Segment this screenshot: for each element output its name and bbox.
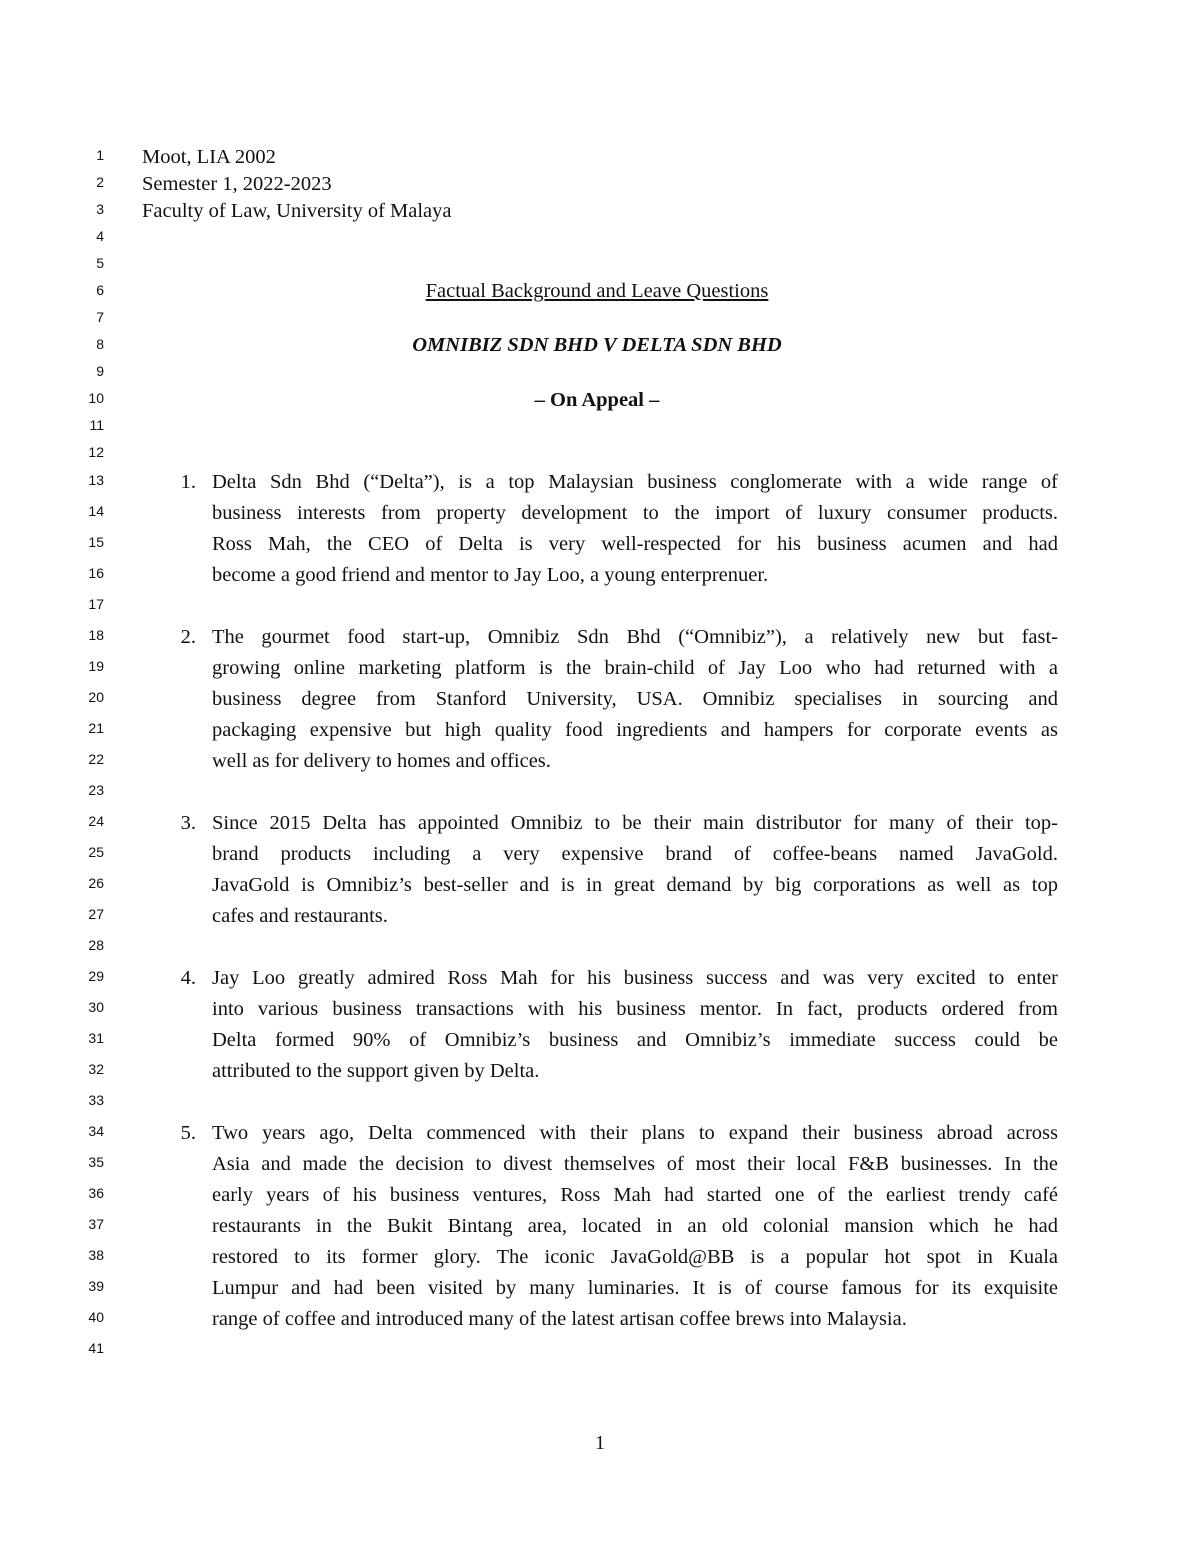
line-number: 32: [88, 1061, 104, 1077]
line-number: 10: [88, 390, 104, 406]
line-number: 28: [88, 937, 104, 953]
line-number: 31: [88, 1030, 104, 1046]
semester: Semester 1, 2022-2023: [142, 173, 332, 195]
paragraph-line: business interests from property development to the import of luxury consumer products.: [212, 502, 1058, 524]
paragraph-line: early years of his business ventures, Ross Mah had started one of the earliest trendy café: [212, 1184, 1058, 1206]
paragraph-line: Jay Loo greatly admired Ross Mah for his business success and was very excited to enter: [212, 967, 1058, 989]
line-number: 13: [88, 472, 104, 488]
line-number: 9: [96, 363, 104, 379]
line-number: 4: [96, 228, 104, 244]
line-number: 33: [88, 1092, 104, 1108]
paragraph-line: growing online marketing platform is the brain-child of Jay Loo who had returned with a: [212, 657, 1058, 679]
line-number: 27: [88, 906, 104, 922]
line-number: 36: [88, 1185, 104, 1201]
line-number: 25: [88, 844, 104, 860]
appeal-heading: – On Appeal –: [534, 389, 660, 411]
paragraph-line: restaurants in the Bukit Bintang area, located in an old colonial mansion which he had: [212, 1215, 1058, 1237]
line-number: 18: [88, 627, 104, 643]
line-number: 23: [88, 782, 104, 798]
line-number: 35: [88, 1154, 104, 1170]
document-title: Factual Background and Leave Questions: [425, 280, 769, 302]
paragraph-line: well as for delivery to homes and offices.: [212, 750, 551, 772]
line-number: 37: [88, 1216, 104, 1232]
line-number: 17: [88, 596, 104, 612]
paragraph-number: 1.: [180, 471, 196, 493]
line-number: 38: [88, 1247, 104, 1263]
line-number: 26: [88, 875, 104, 891]
paragraph-line: The gourmet food start-up, Omnibiz Sdn Bhd (“Omnibiz”), a relatively new but fast-: [212, 626, 1058, 648]
line-number: 1: [96, 147, 104, 163]
line-number: 11: [89, 417, 104, 433]
paragraph-line: attributed to the support given by Delta.: [212, 1060, 540, 1082]
paragraph-number: 4.: [180, 967, 196, 989]
line-number: 22: [88, 751, 104, 767]
paragraph-line: JavaGold is Omnibiz’s best-seller and is in great demand by big corporations as well as top: [212, 874, 1058, 896]
line-number: 29: [88, 968, 104, 984]
paragraph-line: Asia and made the decision to divest themselves of most their local F&B businesses. In the: [212, 1153, 1058, 1175]
paragraph-line: Two years ago, Delta commenced with their plans to expand their business abroad across: [212, 1122, 1058, 1144]
line-number: 34: [88, 1123, 104, 1139]
line-number: 41: [88, 1340, 104, 1356]
line-number: 24: [88, 813, 104, 829]
line-number: 6: [96, 282, 104, 298]
line-number: 21: [88, 720, 104, 736]
paragraph-number: 5.: [180, 1122, 196, 1144]
paragraph-line: range of coffee and introduced many of the latest artisan coffee brews into Malaysia.: [212, 1308, 907, 1330]
paragraph-line: packaging expensive but high quality food ingredients and hampers for corporate events as: [212, 719, 1058, 741]
line-number: 8: [96, 336, 104, 352]
paragraph-line: restored to its former glory. The iconic JavaGold@BB is a popular hot spot in Kuala: [212, 1246, 1058, 1268]
paragraph-line: Lumpur and had been visited by many luminaries. It is of course famous for its exquisite: [212, 1277, 1058, 1299]
paragraph-line: become a good friend and mentor to Jay Loo, a young enterprenuer.: [212, 564, 769, 586]
paragraph-line: business degree from Stanford University, USA. Omnibiz specialises in sourcing and: [212, 688, 1058, 710]
line-number: 40: [88, 1309, 104, 1325]
line-number: 7: [96, 309, 104, 325]
paragraph-number: 3.: [180, 812, 196, 834]
line-number: 20: [88, 689, 104, 705]
paragraph-line: brand products including a very expensive brand of coffee-beans named JavaGold.: [212, 843, 1058, 865]
line-number: 19: [88, 658, 104, 674]
faculty: Faculty of Law, University of Malaya: [142, 200, 452, 222]
paragraph-number: 2.: [180, 626, 196, 648]
line-number: 39: [88, 1278, 104, 1294]
line-number: 30: [88, 999, 104, 1015]
paragraph-line: Delta Sdn Bhd (“Delta”), is a top Malaysian business conglomerate with a wide range of: [212, 471, 1058, 493]
paragraph-line: into various business transactions with his business mentor. In fact, products ordered from: [212, 998, 1058, 1020]
paragraph-line: Ross Mah, the CEO of Delta is very well-respected for his business acumen and had: [212, 533, 1058, 555]
paragraph-line: cafes and restaurants.: [212, 905, 388, 927]
line-number: 12: [88, 444, 104, 460]
line-number: 16: [88, 565, 104, 581]
line-number: 15: [88, 534, 104, 550]
paragraph-line: Delta formed 90% of Omnibiz’s business and Omnibiz’s immediate success could be: [212, 1029, 1058, 1051]
line-number: 2: [96, 174, 104, 190]
page-number: 1: [595, 1432, 605, 1454]
line-number: 5: [96, 255, 104, 271]
course-code: Moot, LIA 2002: [142, 146, 276, 168]
line-number: 14: [88, 503, 104, 519]
line-number: 3: [96, 201, 104, 217]
case-name: OMNIBIZ SDN BHD V DELTA SDN BHD: [412, 334, 782, 356]
paragraph-line: Since 2015 Delta has appointed Omnibiz to be their main distributor for many of their top-: [212, 812, 1058, 834]
